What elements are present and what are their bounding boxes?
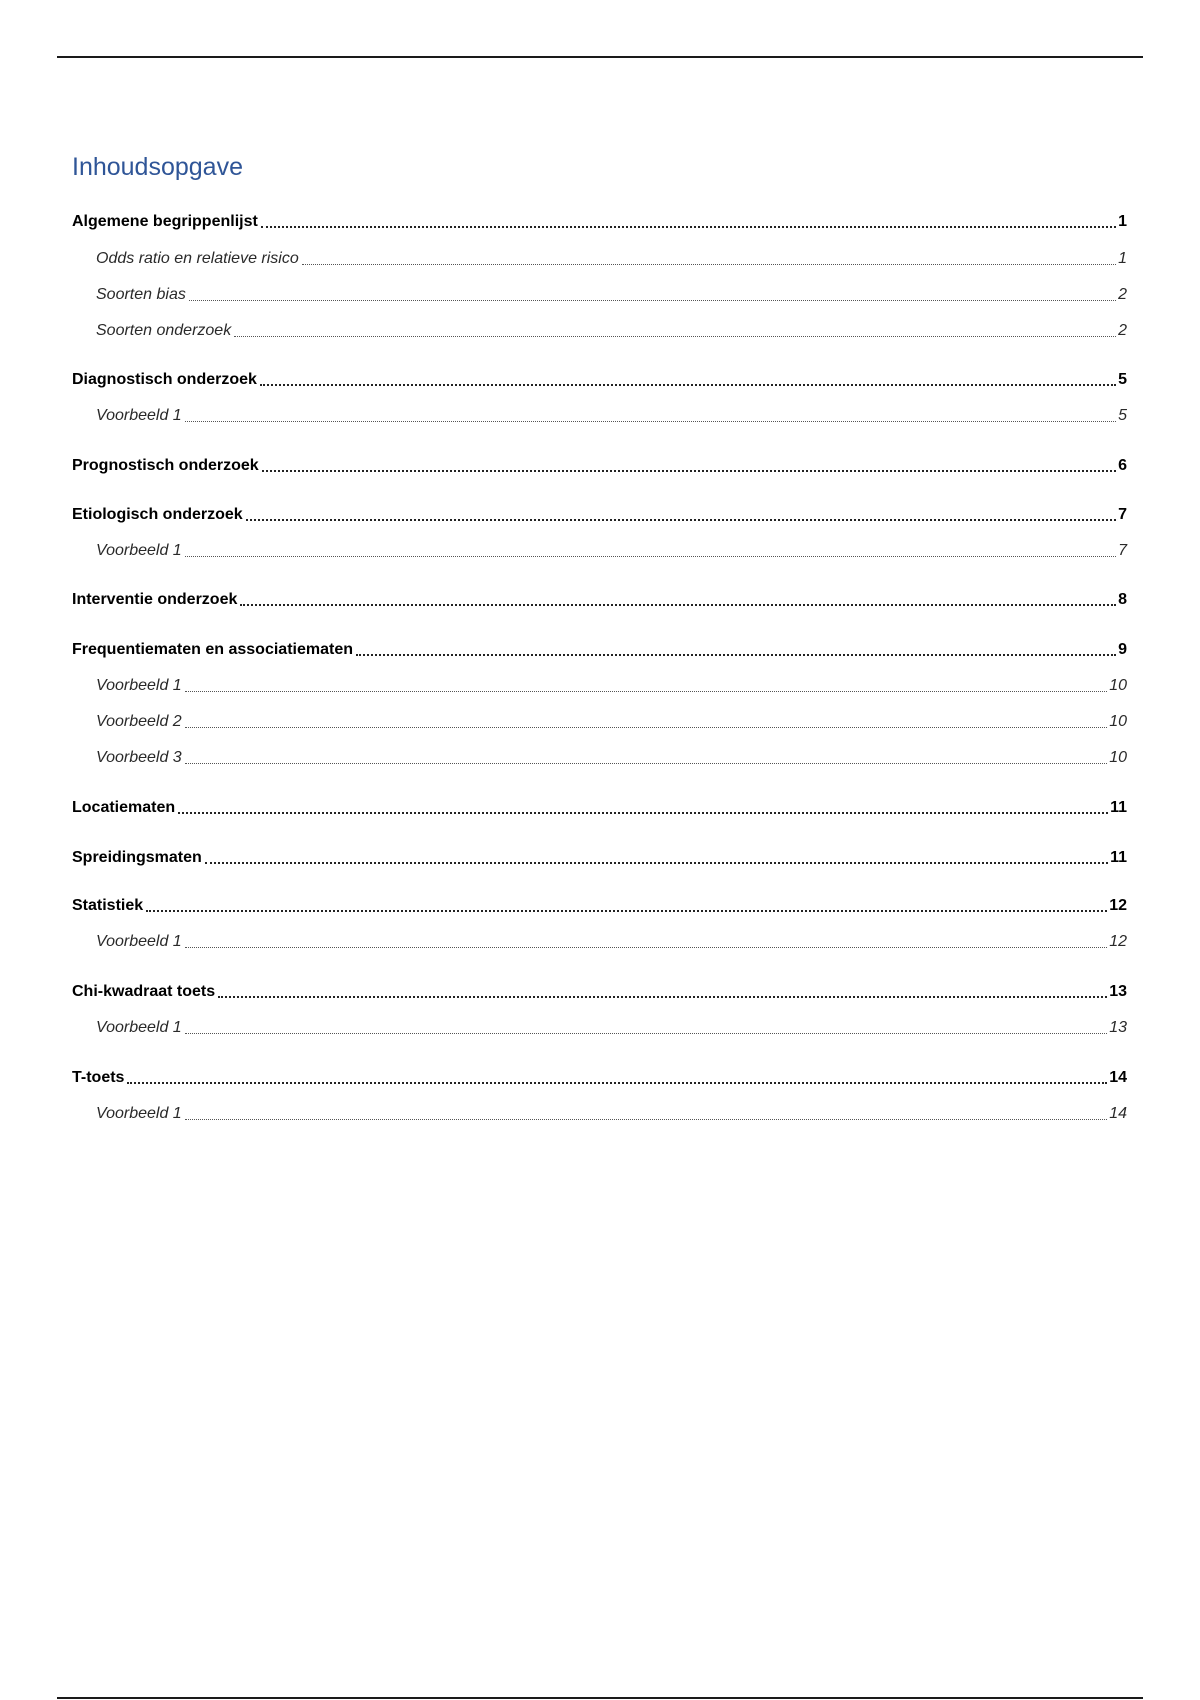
toc-page-number: 6 [1118, 457, 1127, 474]
toc-entry-heading[interactable] [72, 452, 1127, 476]
dot-leader [185, 1033, 1108, 1034]
toc-entry-title: Frequentiematen en associatiematen [72, 641, 353, 658]
toc-entry-title: Interventie onderzoek [72, 591, 238, 608]
toc-entry-heading[interactable] [72, 794, 1127, 818]
toc-entry-heading[interactable] [72, 586, 1127, 610]
toc-entry-subheading[interactable] [96, 245, 1127, 269]
toc-page-number: 11 [1110, 799, 1127, 816]
toc-entry-title: Voorbeeld 1 [96, 407, 182, 424]
toc-entry-title: Algemene begrippenlijst [72, 213, 258, 230]
toc-page-number: 1 [1118, 250, 1127, 267]
toc-page-number: 10 [1109, 677, 1127, 694]
dot-leader [185, 1119, 1108, 1120]
dot-leader [240, 604, 1116, 606]
toc-entry-subheading[interactable] [96, 537, 1127, 561]
dot-leader [262, 470, 1116, 472]
dot-leader [260, 384, 1116, 386]
toc-entry-title: Voorbeeld 1 [96, 933, 182, 950]
toc-page-number: 12 [1109, 897, 1127, 914]
toc-page-number: 9 [1118, 641, 1127, 658]
toc-entry-heading[interactable] [72, 978, 1127, 1002]
dot-leader [302, 264, 1116, 265]
toc-entry-subheading[interactable] [96, 672, 1127, 696]
toc-page-number: 10 [1109, 749, 1127, 766]
toc-entry-title: Locatiematen [72, 799, 176, 816]
toc-entry-subheading[interactable] [96, 1014, 1127, 1038]
toc-page-number: 8 [1118, 591, 1127, 608]
dot-leader [146, 910, 1107, 912]
dot-leader [246, 519, 1116, 521]
toc-entry-title: Soorten bias [96, 286, 186, 303]
toc-entry-title: Statistiek [72, 897, 144, 914]
toc-entry-title: Voorbeeld 1 [96, 542, 182, 559]
toc-page-number: 5 [1118, 407, 1127, 424]
toc-page-number: 12 [1109, 933, 1127, 950]
toc-entry-title: Prognostisch onderzoek [72, 457, 259, 474]
toc-page-number: 7 [1118, 542, 1127, 559]
toc-page-number: 2 [1118, 286, 1127, 303]
dot-leader [261, 226, 1116, 228]
dot-leader [178, 812, 1108, 814]
toc-entry-title: Odds ratio en relatieve risico [96, 250, 299, 267]
toc-page-number: 5 [1118, 371, 1127, 388]
toc-entry-title: Chi-kwadraat toets [72, 983, 216, 1000]
toc-entry-subheading[interactable] [96, 402, 1127, 426]
toc-entry-title: Voorbeeld 3 [96, 749, 182, 766]
toc-page-number: 14 [1109, 1069, 1127, 1086]
toc-entry-title: Voorbeeld 1 [96, 1105, 182, 1122]
toc-page-number: 13 [1109, 983, 1127, 1000]
dot-leader [185, 556, 1116, 557]
toc-entry-heading[interactable] [72, 366, 1127, 390]
dot-leader [205, 862, 1108, 864]
toc-page-number: 13 [1109, 1019, 1127, 1036]
toc-entry-subheading[interactable] [96, 708, 1127, 732]
header-rule [57, 56, 1143, 58]
toc-page-number: 10 [1109, 713, 1127, 730]
toc-entry-heading[interactable] [72, 892, 1127, 916]
toc-entry-heading[interactable] [72, 208, 1127, 232]
toc-entry-heading[interactable] [72, 1064, 1127, 1088]
toc-entry-title: Voorbeeld 1 [96, 677, 182, 694]
dot-leader [127, 1082, 1107, 1084]
dot-leader [218, 996, 1107, 998]
toc-page-number: 7 [1118, 506, 1127, 523]
toc-entry-title: Voorbeeld 2 [96, 713, 182, 730]
dot-leader [234, 336, 1116, 337]
dot-leader [185, 947, 1108, 948]
toc-entry-title: T-toets [72, 1069, 125, 1086]
toc-page-number: 1 [1118, 213, 1127, 230]
dot-leader [356, 654, 1116, 656]
toc-entry-title: Spreidingsmaten [72, 849, 202, 866]
footer-rule [57, 1697, 1143, 1699]
toc-entry-subheading[interactable] [96, 317, 1127, 341]
toc-entry-title: Soorten onderzoek [96, 322, 232, 339]
toc-entry-subheading[interactable] [96, 744, 1127, 768]
dot-leader [185, 691, 1108, 692]
toc-entry-subheading[interactable] [96, 1100, 1127, 1124]
toc-page-number: 2 [1118, 322, 1127, 339]
dot-leader [185, 763, 1108, 764]
dot-leader [185, 421, 1116, 422]
dot-leader [185, 727, 1108, 728]
toc-entry-subheading[interactable] [96, 281, 1127, 305]
toc-entry-subheading[interactable] [96, 928, 1127, 952]
toc-page-number: 14 [1109, 1105, 1127, 1122]
toc-entry-heading[interactable] [72, 844, 1127, 868]
dot-leader [189, 300, 1116, 301]
toc-title: Inhoudsopgave [72, 153, 243, 181]
toc-entry-title: Diagnostisch onderzoek [72, 371, 257, 388]
toc-entry-title: Etiologisch onderzoek [72, 506, 243, 523]
toc-entry-title: Voorbeeld 1 [96, 1019, 182, 1036]
toc-entry-heading[interactable] [72, 636, 1127, 660]
toc-entry-heading[interactable] [72, 501, 1127, 525]
toc-page-number: 11 [1110, 849, 1127, 866]
